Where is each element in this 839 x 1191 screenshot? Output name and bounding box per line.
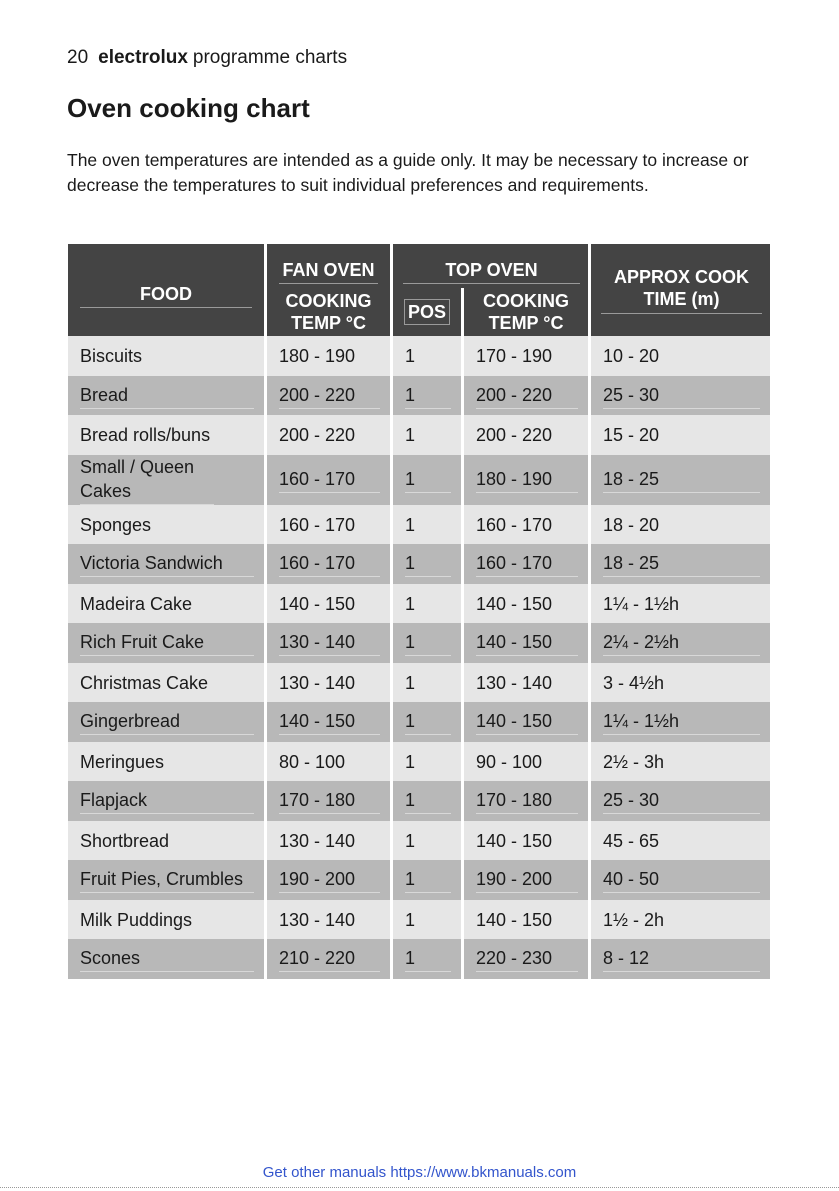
cell-food-text: Scones (80, 946, 254, 972)
cell-fan-temp-text: 130 - 140 (279, 830, 356, 851)
cell-top-temp (461, 336, 588, 376)
header-cook-time: APPROX COOK TIME (m) (588, 244, 770, 336)
cell-top-temp-text: 160 - 170 (476, 551, 578, 577)
cell-fan-temp (264, 623, 390, 663)
cell-cook-time-text: 1¼ - 1½h (603, 709, 760, 735)
cell-fan-temp (264, 742, 390, 781)
cell-cook-time (588, 336, 770, 376)
page-header (67, 47, 347, 69)
cell-cook-time-text: 2¼ - 2½h (603, 630, 760, 656)
cell-pos-text: 1 (405, 946, 451, 972)
cell-fan-temp (264, 860, 390, 900)
cell-fan-temp (264, 584, 390, 623)
cell-fan-temp-text: 140 - 150 (279, 593, 356, 614)
cell-fan-temp (264, 336, 390, 376)
cell-cook-time (588, 505, 770, 544)
cell-cook-time (588, 544, 770, 584)
cell-pos-text: 1 (405, 867, 451, 893)
cell-fan-temp-text: 80 - 100 (279, 751, 346, 772)
cell-food (68, 505, 264, 544)
table-row (68, 336, 770, 376)
cell-top-temp-text: 200 - 220 (476, 383, 578, 409)
cell-top-temp (461, 702, 588, 742)
header-fan-temp: COOKING TEMP °C (264, 288, 390, 336)
cell-fan-temp-text: 160 - 170 (279, 467, 380, 493)
cell-fan-temp-text: 200 - 220 (279, 425, 356, 445)
cell-top-temp (461, 781, 588, 821)
page-title: Oven cooking chart (67, 93, 310, 123)
cell-pos (390, 939, 461, 979)
cell-cook-time-text: 1¼ - 1½h (603, 593, 680, 614)
cell-food (68, 336, 264, 376)
cell-food-text: Flapjack (80, 788, 254, 814)
table-row (68, 860, 770, 900)
cell-fan-temp-text: 160 - 170 (279, 551, 380, 577)
table-row (68, 415, 770, 455)
cell-top-temp-text: 140 - 150 (476, 909, 553, 930)
cell-pos-text: 1 (405, 346, 416, 366)
header-food: FOOD (68, 244, 264, 336)
cell-fan-temp (264, 781, 390, 821)
cell-pos (390, 742, 461, 781)
cell-cook-time-text: 18 - 25 (603, 551, 760, 577)
cell-pos (390, 584, 461, 623)
table-row (68, 584, 770, 623)
cell-cook-time-text: 18 - 25 (603, 467, 760, 493)
cell-top-temp (461, 584, 588, 623)
cell-cook-time-text: 10 - 20 (603, 346, 660, 366)
cell-top-temp-text: 200 - 220 (476, 425, 553, 445)
cell-pos (390, 376, 461, 415)
cell-food-text: Fruit Pies, Crumbles (80, 867, 254, 893)
cell-food-text: Milk Puddings (80, 909, 193, 930)
cell-cook-time (588, 900, 770, 939)
cell-fan-temp-text: 160 - 170 (279, 514, 356, 535)
table-row (68, 663, 770, 702)
cell-top-temp (461, 455, 588, 505)
cell-food-text: Meringues (80, 751, 165, 772)
cell-pos (390, 415, 461, 455)
table-row (68, 939, 770, 979)
cell-food (68, 821, 264, 860)
cell-fan-temp (264, 544, 390, 584)
cell-pos-text: 1 (405, 514, 416, 535)
bottom-rule (0, 1187, 839, 1188)
cell-fan-temp-text: 130 - 140 (279, 909, 356, 930)
cell-food (68, 376, 264, 415)
cell-top-temp-text: 180 - 190 (476, 467, 578, 493)
cell-pos (390, 781, 461, 821)
table-row (68, 455, 770, 505)
header-top-oven: TOP OVEN (390, 244, 588, 288)
cell-pos-text: 1 (405, 551, 451, 577)
cell-fan-temp (264, 900, 390, 939)
header-top-temp: COOKING TEMP °C (461, 288, 588, 336)
cell-food (68, 544, 264, 584)
cell-food-text: Christmas Cake (80, 672, 209, 693)
cell-fan-temp-text: 130 - 140 (279, 672, 356, 693)
cell-food (68, 702, 264, 742)
cell-fan-temp (264, 415, 390, 455)
cell-pos-text: 1 (405, 751, 416, 772)
cell-cook-time (588, 415, 770, 455)
cell-cook-time-text: 15 - 20 (603, 425, 660, 445)
cell-food (68, 939, 264, 979)
cell-fan-temp (264, 939, 390, 979)
cell-pos-text: 1 (405, 630, 451, 656)
cell-top-temp-text: 160 - 170 (476, 514, 553, 535)
cell-top-temp-text: 170 - 190 (476, 346, 553, 366)
cell-food-text: Shortbread (80, 830, 170, 851)
cell-cook-time (588, 376, 770, 415)
section-name: programme charts (192, 47, 348, 68)
cell-cook-time (588, 702, 770, 742)
footer-link[interactable]: Get other manuals https://www.bkmanuals.com (262, 1164, 577, 1181)
cell-top-temp (461, 505, 588, 544)
cell-top-temp (461, 860, 588, 900)
cell-pos-text: 1 (405, 909, 416, 930)
table-row (68, 505, 770, 544)
cell-cook-time-text: 8 - 12 (603, 946, 760, 972)
table-row (68, 623, 770, 663)
cell-food-text: Sponges (80, 514, 152, 535)
cell-top-temp-text: 220 - 230 (476, 946, 578, 972)
cell-cook-time-text: 3 - 4½h (603, 672, 665, 693)
cell-pos (390, 860, 461, 900)
cell-fan-temp (264, 702, 390, 742)
cell-food (68, 781, 264, 821)
cell-cook-time (588, 742, 770, 781)
cell-pos (390, 821, 461, 860)
cell-top-temp-text: 140 - 150 (476, 593, 553, 614)
cell-fan-temp-text: 200 - 220 (279, 383, 380, 409)
table-row (68, 742, 770, 781)
cell-cook-time-text: 25 - 30 (603, 383, 760, 409)
cell-top-temp (461, 663, 588, 702)
cell-top-temp (461, 623, 588, 663)
cell-fan-temp-text: 130 - 140 (279, 630, 380, 656)
cell-food (68, 415, 264, 455)
cell-top-temp (461, 900, 588, 939)
cell-food-text: Bread (80, 383, 254, 409)
cell-cook-time-text: 1½ - 2h (603, 909, 665, 930)
cell-cook-time (588, 821, 770, 860)
table-row (68, 376, 770, 415)
cell-fan-temp (264, 505, 390, 544)
cell-pos-text: 1 (405, 593, 416, 614)
intro-paragraph: The oven temperatures are intended as a guide only. It may be necessary to increase or decrease the temperatures to suit individual preferences and requirements. (67, 150, 749, 195)
cell-cook-time (588, 663, 770, 702)
brand-name: electrolux (98, 47, 188, 68)
cell-pos-text: 1 (405, 383, 451, 409)
cell-food (68, 900, 264, 939)
cell-cook-time-text: 40 - 50 (603, 867, 760, 893)
table-row (68, 781, 770, 821)
oven-cooking-table (68, 244, 770, 979)
cell-top-temp (461, 939, 588, 979)
cell-pos (390, 544, 461, 584)
cell-pos (390, 623, 461, 663)
cell-top-temp (461, 376, 588, 415)
table-row (68, 544, 770, 584)
cell-fan-temp-text: 170 - 180 (279, 788, 380, 814)
cell-top-temp-text: 90 - 100 (476, 751, 543, 772)
cell-pos (390, 505, 461, 544)
cell-cook-time-text: 18 - 20 (603, 514, 660, 535)
cell-fan-temp-text: 190 - 200 (279, 867, 380, 893)
cell-cook-time-text: 25 - 30 (603, 788, 760, 814)
cell-cook-time (588, 623, 770, 663)
cell-cook-time (588, 455, 770, 505)
cell-top-temp-text: 140 - 150 (476, 630, 578, 656)
cell-pos-text: 1 (405, 788, 451, 814)
cell-food-text: Victoria Sandwich (80, 551, 254, 577)
cell-food-text: Biscuits (80, 346, 143, 366)
page-number: 20 (67, 47, 89, 68)
cell-fan-temp-text: 210 - 220 (279, 946, 380, 972)
cell-pos-text: 1 (405, 467, 451, 493)
cell-food-text: Madeira Cake (80, 593, 193, 614)
cell-fan-temp-text: 180 - 190 (279, 346, 356, 366)
cell-food (68, 860, 264, 900)
cell-food-text: Rich Fruit Cake (80, 630, 254, 656)
cell-pos (390, 455, 461, 505)
cell-cook-time (588, 939, 770, 979)
cell-top-temp-text: 190 - 200 (476, 867, 578, 893)
cell-top-temp (461, 742, 588, 781)
cell-pos (390, 336, 461, 376)
cell-cook-time (588, 781, 770, 821)
cell-fan-temp (264, 663, 390, 702)
cell-pos (390, 900, 461, 939)
cell-food-text: Small / Queen Cakes (80, 455, 214, 505)
cell-food-text: Gingerbread (80, 709, 254, 735)
cell-cook-time (588, 860, 770, 900)
header-pos: POS (390, 288, 461, 336)
cell-cook-time-text: 2½ - 3h (603, 751, 665, 772)
cell-cook-time-text: 45 - 65 (603, 830, 660, 851)
cell-food (68, 742, 264, 781)
cell-food (68, 663, 264, 702)
cell-fan-temp (264, 376, 390, 415)
cell-top-temp (461, 544, 588, 584)
cell-top-temp (461, 821, 588, 860)
cell-fan-temp (264, 455, 390, 505)
cell-top-temp-text: 140 - 150 (476, 830, 553, 851)
cell-pos (390, 663, 461, 702)
cell-food (68, 455, 264, 505)
cell-pos-text: 1 (405, 672, 416, 693)
cell-pos (390, 702, 461, 742)
cell-cook-time (588, 584, 770, 623)
cell-top-temp-text: 170 - 180 (476, 788, 578, 814)
cell-fan-temp (264, 821, 390, 860)
cell-pos-text: 1 (405, 709, 451, 735)
table-row (68, 821, 770, 860)
cell-top-temp-text: 140 - 150 (476, 709, 578, 735)
cell-pos-text: 1 (405, 830, 416, 851)
cell-top-temp (461, 415, 588, 455)
cell-food (68, 623, 264, 663)
cell-pos-text: 1 (405, 425, 416, 445)
cell-food (68, 584, 264, 623)
header-fan-oven: FAN OVEN (264, 244, 390, 288)
table-row (68, 702, 770, 742)
table-row (68, 900, 770, 939)
cell-food-text: Bread rolls/buns (80, 425, 211, 445)
cell-fan-temp-text: 140 - 150 (279, 709, 380, 735)
cell-top-temp-text: 130 - 140 (476, 672, 553, 693)
